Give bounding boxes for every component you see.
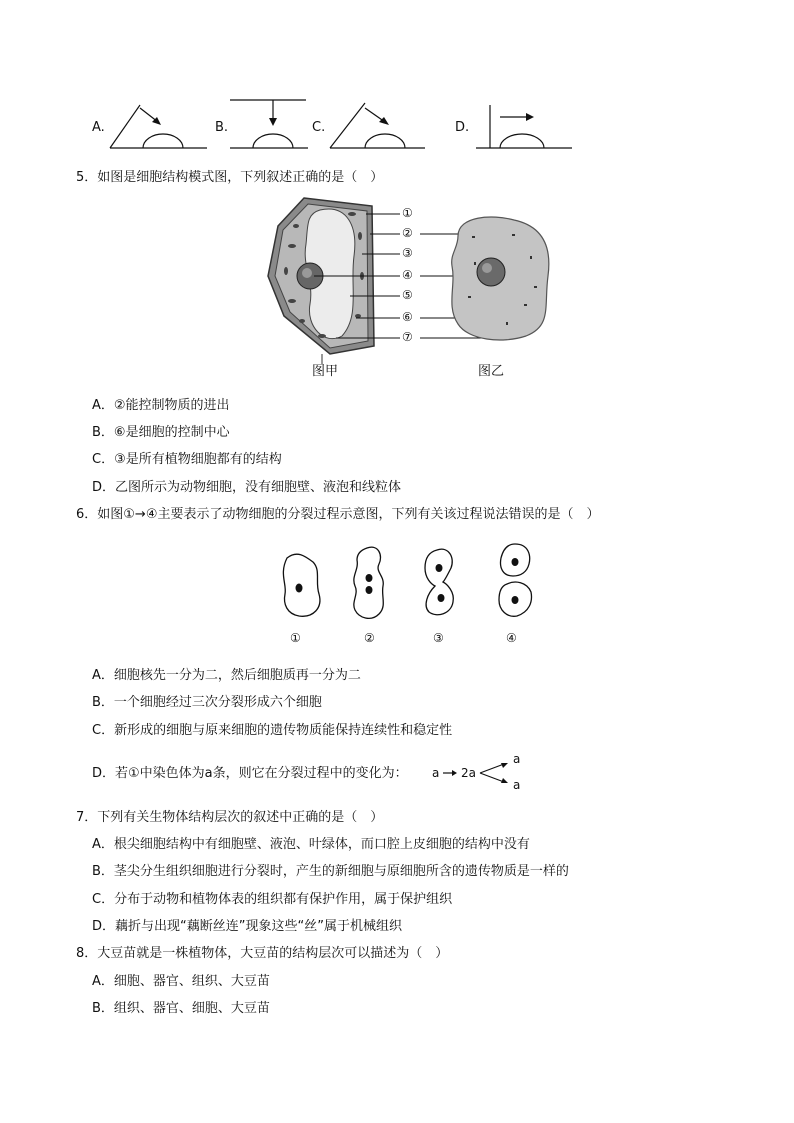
q8-option-b: B．组织、器官、细胞、大豆苗 bbox=[92, 1001, 270, 1016]
marker-5: ⑤ bbox=[402, 288, 413, 302]
q4-label-b: B. bbox=[215, 120, 229, 135]
marker-1: ① bbox=[402, 206, 413, 220]
marker-3: ③ bbox=[402, 246, 413, 260]
marker-7: ⑦ bbox=[402, 330, 413, 344]
q7-option-b: B．茎尖分生组织细胞进行分裂时，产生的新细胞与原细胞所含的遗传物质是一样的 bbox=[92, 864, 569, 879]
formula-bottom: a bbox=[513, 778, 521, 792]
q6-stem: 6．如图①→④主要表示了动物细胞的分裂过程示意图，下列有关该过程说法错误的是（ ） bbox=[76, 507, 600, 522]
q5-option-b: B．⑥是细胞的控制中心 bbox=[92, 425, 230, 440]
stage-label-2: ② bbox=[364, 631, 375, 645]
q4-diagram-c bbox=[325, 100, 435, 155]
q5-stem: 5．如图是细胞结构模式图，下列叙述正确的是（ ） bbox=[76, 170, 384, 185]
q4-label-a: A. bbox=[92, 120, 105, 135]
q7-option-c: C．分布于动物和植物体表的组织都有保护作用，属于保护组织 bbox=[92, 892, 453, 907]
q8-stem: 8．大豆苗就是一株植物体，大豆苗的结构层次可以描述为（ ） bbox=[76, 946, 449, 961]
stage-label-3: ③ bbox=[433, 631, 444, 645]
q5-option-c: C．③是所有植物细胞都有的结构 bbox=[92, 452, 282, 467]
q7-option-d: D．藕折与出现“藕断丝连”现象这些“丝”属于机械组织 bbox=[92, 919, 402, 934]
q4-diagram-a bbox=[105, 100, 215, 155]
q7-stem: 7．下列有关生物体结构层次的叙述中正确的是（ ） bbox=[76, 810, 384, 825]
marker-2: ② bbox=[402, 226, 413, 240]
q6-option-b: B．一个细胞经过三次分裂形成六个细胞 bbox=[92, 695, 322, 710]
q8-option-a: A．细胞、器官、组织、大豆苗 bbox=[92, 974, 270, 989]
stage-label-1: ① bbox=[290, 631, 301, 645]
q6-option-d: D．若①中染色体为a条，则它在分裂过程中的变化为： bbox=[92, 766, 408, 781]
marker-6: ⑥ bbox=[402, 310, 413, 324]
q4-diagram-d bbox=[472, 100, 582, 155]
formula-start: a bbox=[432, 766, 440, 780]
q4-label-c: C. bbox=[312, 120, 326, 135]
formula-arrow-1 bbox=[443, 766, 459, 780]
q6-division-diagram bbox=[275, 540, 545, 630]
q5-option-a: A．②能控制物质的进出 bbox=[92, 398, 230, 413]
q4-label-d: D. bbox=[455, 120, 470, 135]
formula-mid: 2a bbox=[461, 766, 476, 780]
q6-option-c: C．新形成的细胞与原来细胞的遗传物质能保持连续性和稳定性 bbox=[92, 723, 453, 738]
marker-4: ④ bbox=[402, 268, 413, 282]
formula-arrows-split bbox=[480, 760, 510, 786]
stage-label-4: ④ bbox=[506, 631, 517, 645]
q6-option-a: A．细胞核先一分为二，然后细胞质再一分为二 bbox=[92, 668, 361, 683]
q4-diagram-b bbox=[228, 98, 313, 153]
q5-caption-b: 图乙 bbox=[478, 364, 505, 379]
q5-option-d: D．乙图所示为动物细胞，没有细胞壁、液泡和线粒体 bbox=[92, 480, 402, 495]
q7-option-a: A．根尖细胞结构中有细胞壁、液泡、叶绿体，而口腔上皮细胞的结构中没有 bbox=[92, 837, 530, 852]
formula-top: a bbox=[513, 752, 521, 766]
q5-caption-a: 图甲 bbox=[312, 364, 339, 379]
